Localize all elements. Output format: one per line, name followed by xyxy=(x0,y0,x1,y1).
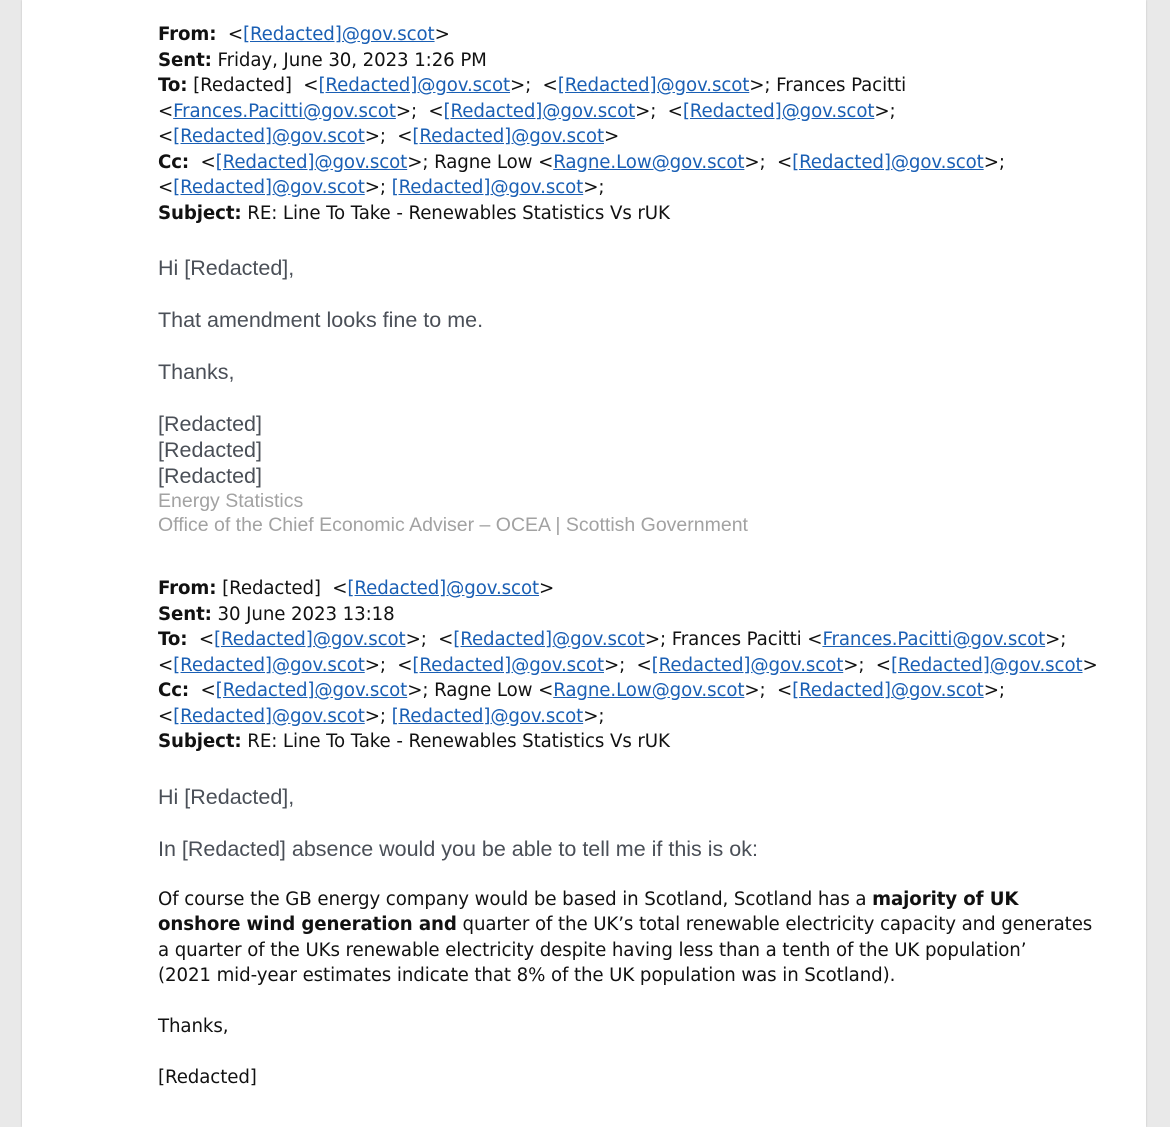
email-link[interactable]: [Redacted]@gov.scot xyxy=(412,654,604,676)
greeting: Hi [Redacted], xyxy=(158,256,295,280)
email-link[interactable]: [Redacted]@gov.scot xyxy=(318,75,511,96)
recipient-name: Ragne Low xyxy=(434,151,533,173)
email1-body xyxy=(158,255,1118,537)
signature-block xyxy=(158,411,1118,537)
email-link[interactable]: [Redacted]@gov.scot xyxy=(173,705,365,727)
cc-label: Cc: xyxy=(158,680,190,701)
recipient-name: Ragne Low xyxy=(434,680,533,701)
email1-to-line-2: <Frances.Pacitti@gov.scot>; <[Redacted]@gov.scot>; <[Redacted]@gov.scot>; xyxy=(158,100,896,122)
subject-label: Subject: xyxy=(158,202,242,224)
quote-text: Of course the GB energy company would be based in Scotland, Scotland has a xyxy=(158,888,873,910)
email1-to-line-3: <[Redacted]@gov.scot>; <[Redacted]@gov.scot> xyxy=(158,126,620,147)
from-label: From: xyxy=(158,24,217,45)
quote-bold: onshore wind generation and xyxy=(158,914,457,935)
quoted-line-to-take xyxy=(158,887,1118,989)
email1-header xyxy=(158,22,1118,226)
email2-subject-line xyxy=(158,729,1118,755)
email-link[interactable]: [Redacted]@gov.scot xyxy=(792,151,984,173)
email-link[interactable]: [Redacted]@gov.scot xyxy=(173,177,365,198)
recipient-name: Frances Pacitti xyxy=(776,75,907,96)
to-label: To: xyxy=(158,629,188,650)
email-link[interactable]: [Redacted]@gov.scot xyxy=(391,177,584,198)
email-link[interactable]: [Redacted]@gov.scot xyxy=(215,151,408,173)
email1-subject-line xyxy=(158,201,1118,227)
email2-cc-line: Cc: <[Redacted]@gov.scot>; Ragne Low <Ragne.Low@gov.scot>; <[Redacted]@gov.scot>; xyxy=(158,680,1005,701)
quote-line xyxy=(158,912,1118,938)
sent-value: Friday, June 30, 2023 1:26 PM xyxy=(217,49,487,71)
signature-contact: [Redacted] xyxy=(158,464,262,488)
quote-bold: majority of UK xyxy=(872,888,1019,910)
quote-line: a quarter of the UKs renewable electricity despite having less than a tenth of the UK population’ xyxy=(158,939,1027,961)
greeting: Hi [Redacted], xyxy=(158,784,295,809)
quote-text: quarter of the UK’s total renewable electricity capacity and generates xyxy=(456,914,1093,935)
angle-open: < xyxy=(227,24,243,45)
email2-to-line-2: <[Redacted]@gov.scot>; <[Redacted]@gov.scot>; <[Redacted]@gov.scot>; <[Redacted]@gov.scot> xyxy=(158,654,1098,676)
angle-close: > xyxy=(434,24,450,45)
signoff: Thanks, xyxy=(158,360,235,384)
from-label: From: xyxy=(158,578,217,599)
email-thread xyxy=(158,22,1118,1091)
email2-sent-line xyxy=(158,602,1118,628)
email-link[interactable]: [Redacted]@gov.scot xyxy=(651,654,844,676)
email-link[interactable]: [Redacted]@gov.scot xyxy=(215,680,408,701)
email-link[interactable]: [Redacted]@gov.scot xyxy=(173,654,365,676)
document-page xyxy=(22,0,1146,1127)
email2-body xyxy=(158,784,1118,1091)
recipient-name: Frances Pacitti xyxy=(671,629,802,650)
email-link[interactable]: Ragne.Low@gov.scot xyxy=(553,680,745,701)
email-link[interactable]: [Redacted]@gov.scot xyxy=(391,705,584,727)
subject-value: RE: Line To Take - Renewables Statistics Vs rUK xyxy=(247,731,670,752)
email-link[interactable]: [Redacted]@gov.scot xyxy=(173,126,365,147)
sender-name: [Redacted] xyxy=(222,578,321,599)
email-link[interactable]: [Redacted]@gov.scot xyxy=(412,126,604,147)
email-link[interactable]: [Redacted]@gov.scot xyxy=(347,578,540,599)
email-link[interactable]: [Redacted]@gov.scot xyxy=(242,24,435,45)
sent-label: Sent: xyxy=(158,603,212,625)
sent-label: Sent: xyxy=(158,49,212,71)
signature-title: [Redacted] xyxy=(158,438,262,462)
email1-cc-line: Cc: <[Redacted]@gov.scot>; Ragne Low <Ragne.Low@gov.scot>; <[Redacted]@gov.scot>; xyxy=(158,151,1005,173)
quote-line: (2021 mid-year estimates indicate that 8% of the UK population was in Scotland). xyxy=(158,965,896,986)
email-link[interactable]: Frances.Pacitti@gov.scot xyxy=(173,100,396,122)
email2-cc-line-2: <[Redacted]@gov.scot>; [Redacted]@gov.scot>; xyxy=(158,705,605,727)
email-link[interactable]: Frances.Pacitti@gov.scot xyxy=(822,629,1046,650)
email-link[interactable]: [Redacted]@gov.scot xyxy=(682,100,875,122)
recipient-name: [Redacted] xyxy=(193,75,292,96)
email2-to-line: To: <[Redacted]@gov.scot>; <[Redacted]@gov.scot>; Frances Pacitti <Frances.Pacitti@gov.scot>; xyxy=(158,629,1067,650)
body-line: In [Redacted] absence would you be able to tell me if this is ok: xyxy=(158,836,758,861)
email1-cc-line-2: <[Redacted]@gov.scot>; [Redacted]@gov.scot>; xyxy=(158,177,605,198)
sent-value: 30 June 2023 13:18 xyxy=(217,603,395,625)
signoff: Thanks, xyxy=(158,1016,229,1037)
signature-team: Energy Statistics xyxy=(158,490,304,512)
email-link[interactable]: [Redacted]@gov.scot xyxy=(213,629,406,650)
subject-value: RE: Line To Take - Renewables Statistics Vs rUK xyxy=(247,202,670,224)
email-link[interactable]: [Redacted]@gov.scot xyxy=(443,100,636,122)
email2-from-line: From: [Redacted] <[Redacted]@gov.scot> xyxy=(158,578,555,599)
email1-from-line xyxy=(158,22,1118,48)
email-link[interactable]: Ragne.Low@gov.scot xyxy=(553,151,745,173)
body-line: That amendment looks fine to me. xyxy=(158,308,484,332)
email-link[interactable]: [Redacted]@gov.scot xyxy=(792,680,984,701)
email-link[interactable]: [Redacted]@gov.scot xyxy=(453,629,645,650)
signature-org: Office of the Chief Economic Adviser – OCEA | Scottish Government xyxy=(158,514,748,536)
signature: [Redacted] xyxy=(158,1067,257,1088)
email2-header xyxy=(158,576,1118,755)
email1-sent-line xyxy=(158,48,1118,74)
subject-label: Subject: xyxy=(158,731,242,752)
email-link[interactable]: [Redacted]@gov.scot xyxy=(557,75,750,96)
cc-label: Cc: xyxy=(158,151,190,173)
to-label: To: xyxy=(158,75,188,96)
signature-name: [Redacted] xyxy=(158,412,262,436)
email1-to-line: To: [Redacted] <[Redacted]@gov.scot>; <[Redacted]@gov.scot>; Frances Pacitti xyxy=(158,75,907,96)
quote-line xyxy=(158,887,1118,913)
email-link[interactable]: [Redacted]@gov.scot xyxy=(890,654,1083,676)
